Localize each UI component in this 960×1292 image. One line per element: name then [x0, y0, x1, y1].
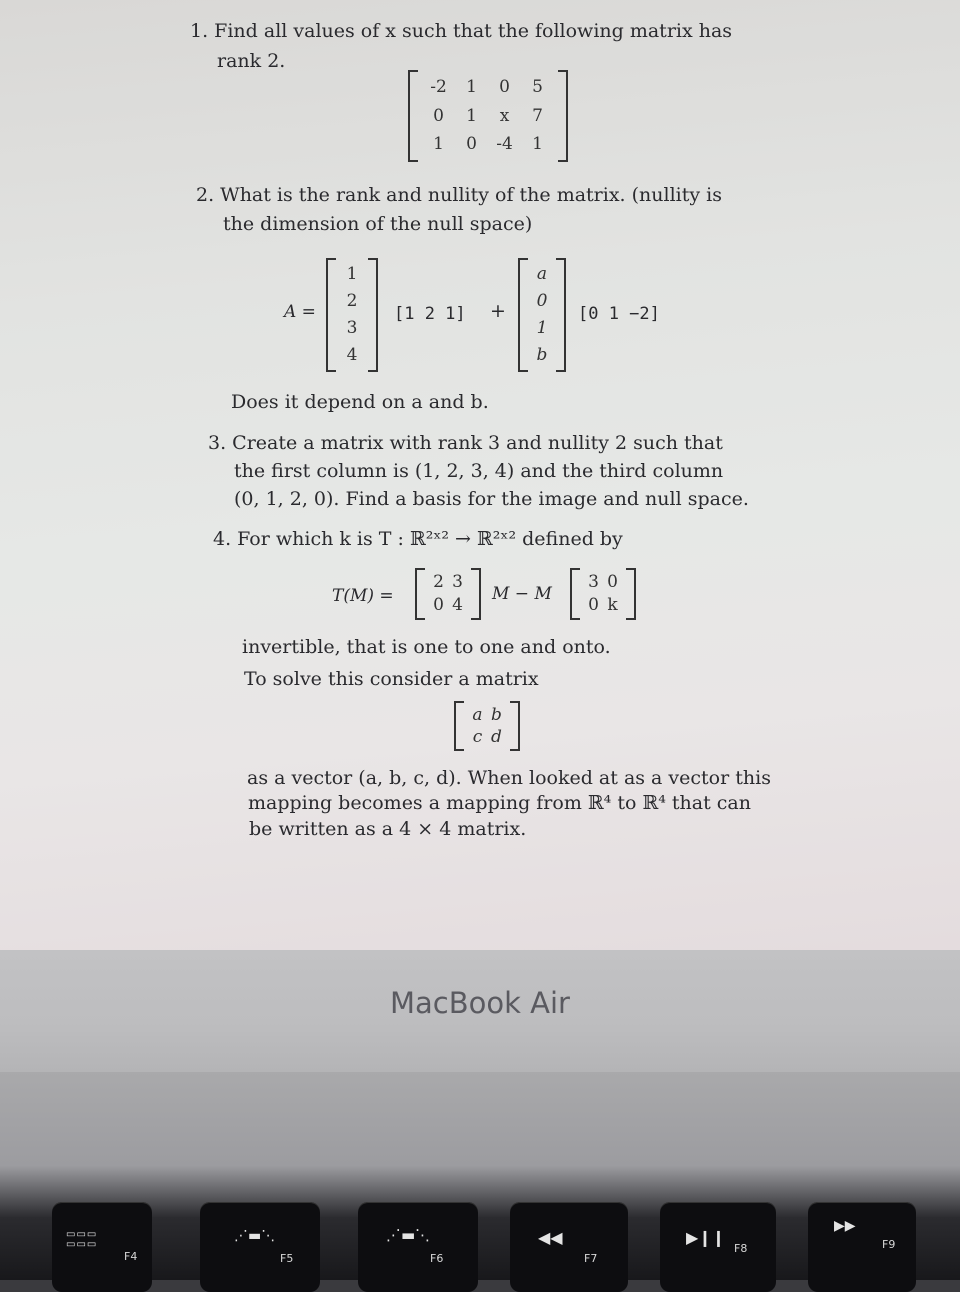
matrix-cell: 5 [532, 77, 543, 97]
f4-key[interactable] [52, 1202, 152, 1292]
right-bracket [558, 70, 568, 162]
q2-text-line1: 2. What is the rank and nullity of the matrix. (nullity is [196, 184, 722, 206]
matrix-cell: 4 [346, 345, 358, 365]
q2-row-vector-2: [0 1 −2] [578, 304, 660, 324]
matrix-cell: -4 [496, 134, 513, 155]
q4-matrix-3 [454, 701, 520, 751]
matrix-cell: k [607, 595, 618, 615]
matrix-cell: a [472, 705, 483, 725]
screen-bezel [0, 950, 960, 1072]
matrix-cell: b [536, 345, 548, 365]
f5-key[interactable] [200, 1202, 320, 1292]
q2-row-vector-1: [1 2 1] [394, 304, 466, 324]
q4-text-line1: 4. For which k is T : ℝ²ˣ² → ℝ²ˣ² defined by [213, 528, 623, 550]
f7-label: F7 [584, 1252, 598, 1265]
q1-text-line2: rank 2. [217, 50, 286, 72]
f9-key[interactable] [808, 1202, 916, 1292]
left-bracket [408, 70, 418, 162]
matrix-cell: 1 [346, 264, 358, 284]
matrix-cell: x [499, 105, 510, 126]
play-pause-icon: ▶❙❙ [686, 1228, 726, 1247]
matrix-cell: 7 [532, 105, 543, 126]
matrix-cell: 0 [536, 291, 548, 311]
matrix-cell: 1 [466, 77, 477, 97]
matrix-cell: a [536, 264, 548, 284]
right-bracket [626, 568, 636, 620]
q3-text-line1: 3. Create a matrix with rank 3 and nullity 2 such that [208, 432, 723, 454]
left-bracket [518, 258, 528, 372]
q2-follow-text: Does it depend on a and b. [231, 391, 489, 413]
mission-control-icon: ▭▭▭ ▭▭▭ [66, 1229, 98, 1250]
q1-text-line1: 1. Find all values of x such that the following matrix has [190, 20, 733, 42]
q2-column-vector-2 [518, 258, 566, 372]
q3-text-line2: the first column is (1, 2, 3, 4) and the third column [234, 460, 724, 482]
matrix-cell: -2 [430, 77, 447, 97]
matrix-cell: 1 [536, 318, 548, 338]
q4-lhs: T(M) = [332, 586, 394, 606]
q4-middle: M − M [492, 584, 552, 604]
matrix-cell: 3 [452, 572, 463, 592]
right-bracket [368, 258, 378, 372]
bezel-label: MacBook Air [390, 986, 570, 1020]
q4-matrix-2 [570, 568, 636, 620]
rewind-icon: ◀◀ [538, 1228, 563, 1247]
q2-lhs: A = [284, 302, 316, 322]
q4-matrix-1 [415, 568, 481, 620]
q4-text-line4: as a vector (a, b, c, d). When looked at as a vector this [247, 767, 771, 789]
matrix-cell: 1 [433, 134, 444, 155]
matrix-cell: 0 [466, 134, 477, 155]
f6-key[interactable] [358, 1202, 478, 1292]
matrix-cell: 0 [499, 77, 510, 97]
matrix-cell: 3 [588, 572, 599, 592]
f8-label: F8 [734, 1242, 748, 1255]
matrix-cell: c [472, 727, 483, 747]
fast-forward-icon: ▶▶ [834, 1218, 856, 1234]
keyboard-brightness-down-icon: ⋰▬⋱ [234, 1228, 276, 1244]
f4-label: F4 [124, 1250, 138, 1263]
q2-plus: + [490, 300, 506, 322]
f7-key[interactable] [510, 1202, 628, 1292]
f5-label: F5 [280, 1252, 294, 1265]
matrix-cell: 2 [433, 572, 444, 592]
left-bracket [415, 568, 425, 620]
f8-key[interactable] [660, 1202, 776, 1292]
right-bracket [510, 701, 520, 751]
matrix-cell: 0 [433, 105, 444, 126]
q1-matrix [408, 70, 568, 162]
left-bracket [570, 568, 580, 620]
matrix-cell: 1 [532, 134, 543, 155]
left-bracket [454, 701, 464, 751]
right-bracket [556, 258, 566, 372]
q4-text-line3: To solve this consider a matrix [244, 668, 539, 690]
q4-text-line2: invertible, that is one to one and onto. [242, 636, 611, 658]
matrix-cell: 2 [346, 291, 358, 311]
keyboard-brightness-up-icon: ⋰▬⋱ [386, 1226, 431, 1244]
matrix-cell: 0 [588, 595, 599, 615]
matrix-cell: 0 [607, 572, 618, 592]
q2-column-vector-1 [326, 258, 378, 372]
matrix-cell: b [491, 705, 502, 725]
matrix-cell: 3 [346, 318, 358, 338]
matrix-cell: 0 [433, 595, 444, 615]
q4-text-line5: mapping becomes a mapping from ℝ⁴ to ℝ⁴ that can [248, 792, 751, 814]
left-bracket [326, 258, 336, 372]
matrix-cell: 1 [466, 105, 477, 126]
f9-label: F9 [882, 1238, 896, 1251]
right-bracket [471, 568, 481, 620]
matrix-cell: d [491, 727, 502, 747]
f6-label: F6 [430, 1252, 444, 1265]
matrix-cell: 4 [452, 595, 463, 615]
q2-text-line2: the dimension of the null space) [223, 213, 533, 235]
q3-text-line3: (0, 1, 2, 0). Find a basis for the image and null space. [234, 488, 749, 510]
q4-text-line6: be written as a 4 × 4 matrix. [249, 818, 527, 840]
